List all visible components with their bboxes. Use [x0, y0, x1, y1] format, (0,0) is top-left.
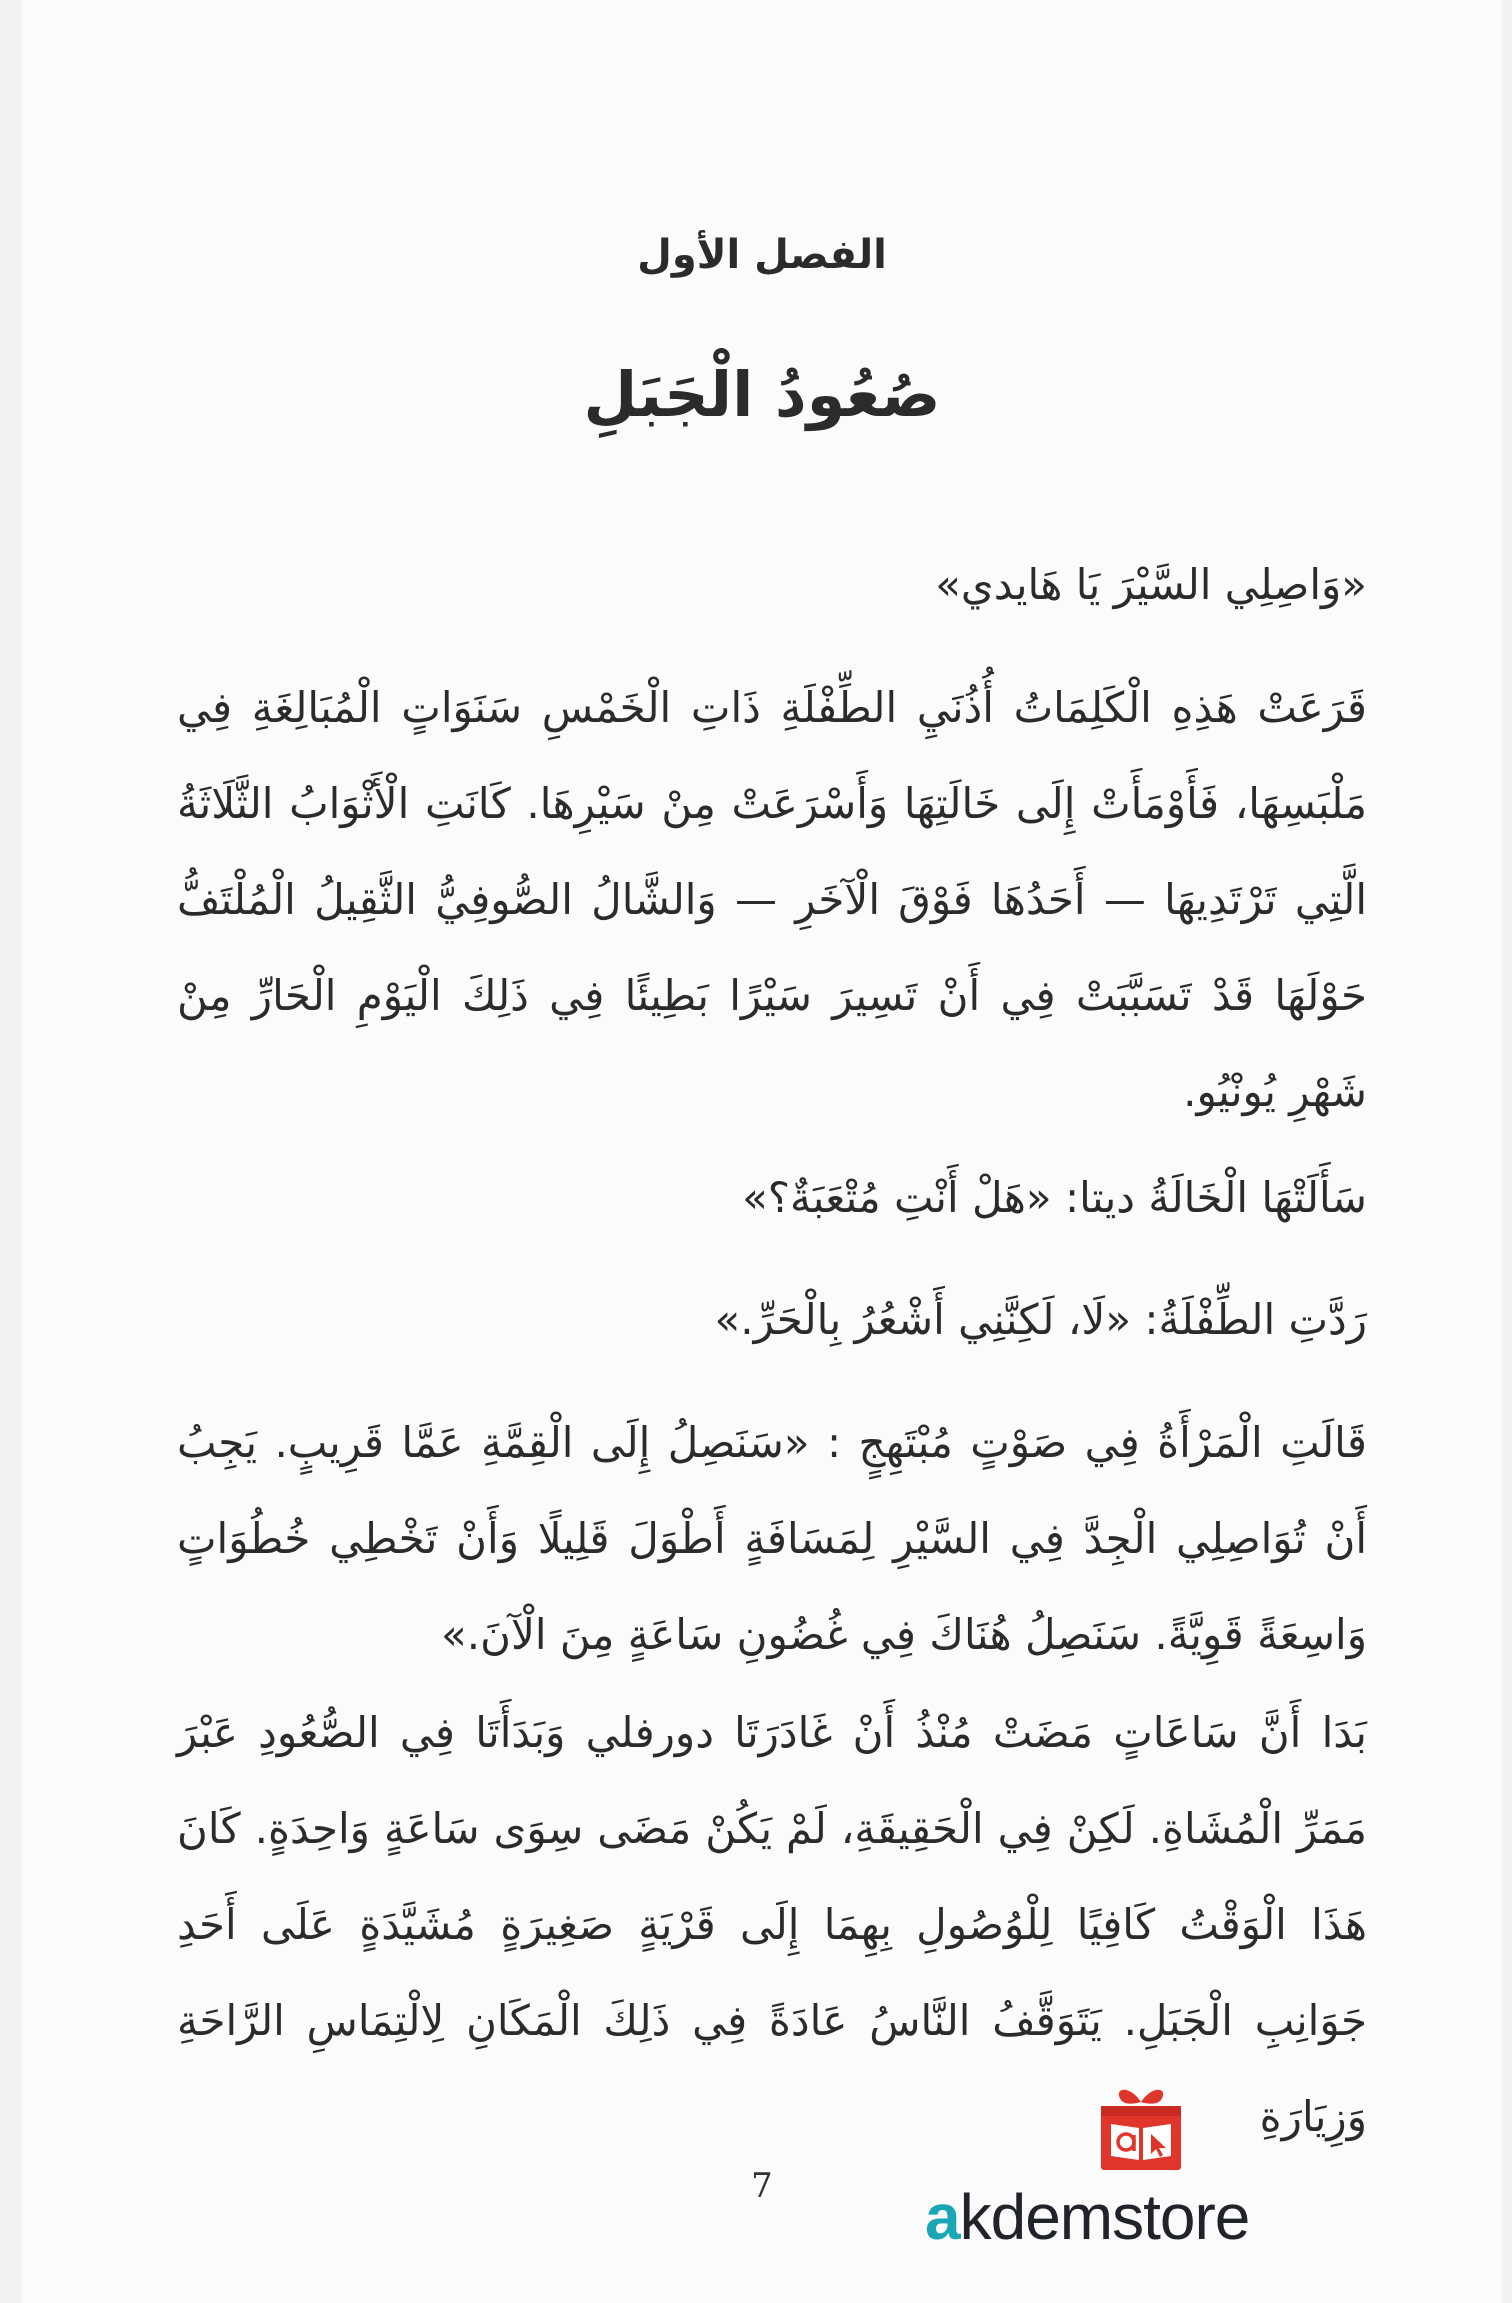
store-watermark	[925, 2080, 1355, 2253]
store-logo-text	[925, 2180, 1249, 2254]
gift-book-icon	[1095, 2080, 1187, 2175]
paragraph-3: سَأَلَتْهَا الْخَالَةُ ديتا: «هَلْ أَنْتِ مُتْعَبَةٌ؟»	[742, 1173, 1367, 1222]
paragraph-1: «وَاصِلِي السَّيْرَ يَا هَايدي»	[935, 560, 1367, 609]
book-page	[22, 0, 1502, 2303]
chapter-label: الفصل الأول	[637, 232, 887, 278]
logo-wordmark: kdemstore	[959, 2181, 1250, 2253]
paragraph-4: رَدَّتِ الطِّفْلَةُ: «لَا، لَكِنَّنِي أَشْعُرُ بِالْحَرِّ.»	[714, 1295, 1367, 1344]
page-number: 7	[751, 2166, 773, 2206]
paragraph-6: بَدَا أَنَّ سَاعَاتٍ مَضَتْ مُنْذُ أَنْ غَادَرَتَا دورفلي وَبَدَأَتَا فِي الصُّعُودِ عَبْرَ مَمَرِّ الْمُشَاةِ. لَكِنْ فِي الْحَقِيقَةِ، لَمْ يَكُنْ مَضَى سِوَى سَاعَةٍ وَاحِدَةٍ. كَانَ هَذَا الْوَقْتُ كَافِيًا لِلْوُصُولِ بِهِمَا إِلَى قَرْيَةٍ صَغِيرَةٍ مُشَيَّدَةٍ عَلَى أَحَدِ جَوَانِبِ الْجَبَلِ. يَتَوَقَّفُ النَّاسُ عَادَةً فِي ذَلِكَ الْمَكَانِ لِالْتِمَاسِ الرَّاحَةِ وَزِيَارَةِ	[177, 1708, 1367, 2141]
chapter-title: صُعُودُ الْجَبَلِ	[583, 358, 941, 431]
paragraph-2: قَرَعَتْ هَذِهِ الْكَلِمَاتُ أُذُنَيِ الطِّفْلَةِ ذَاتِ الْخَمْسِ سَنَوَاتٍ الْمُبَالِغَةِ فِي مَلْبَسِهَا، فَأَوْمَأَتْ إِلَى خَالَتِهَا وَأَسْرَعَتْ مِنْ سَيْرِهَا. كَانَتِ الْأَثْوَابُ الثَّلَاثَةُ الَّتِي تَرْتَدِيهَا — أَحَدُهَا فَوْقَ الْآخَرِ — وَالشَّالُ الصُّوفِيُّ الثَّقِيلُ الْمُلْتَفُّ حَوْلَهَا قَدْ تَسَبَّبَتْ فِي أَنْ تَسِيرَ سَيْرًا بَطِيئًا فِي ذَلِكَ الْيَوْمِ الْحَارِّ مِنْ شَهْرِ يُونْيُو.	[177, 683, 1367, 1116]
logo-letter-a: a	[925, 2181, 960, 2253]
paragraph-5: قَالَتِ الْمَرْأَةُ فِي صَوْتٍ مُبْتَهِجٍ : «سَنَصِلُ إِلَى الْقِمَّةِ عَمَّا قَرِيبٍ. يَجِبُ أَنْ تُوَاصِلِي الْجِدَّ فِي السَّيْرِ لِمَسَافَةٍ أَطْوَلَ قَلِيلًا وَأَنْ تَخْطِي خُطُوَاتٍ وَاسِعَةً قَوِيَّةً. سَنَصِلُ هُنَاكَ فِي غُضُونِ سَاعَةٍ مِنَ الْآنَ.»	[177, 1418, 1367, 1659]
